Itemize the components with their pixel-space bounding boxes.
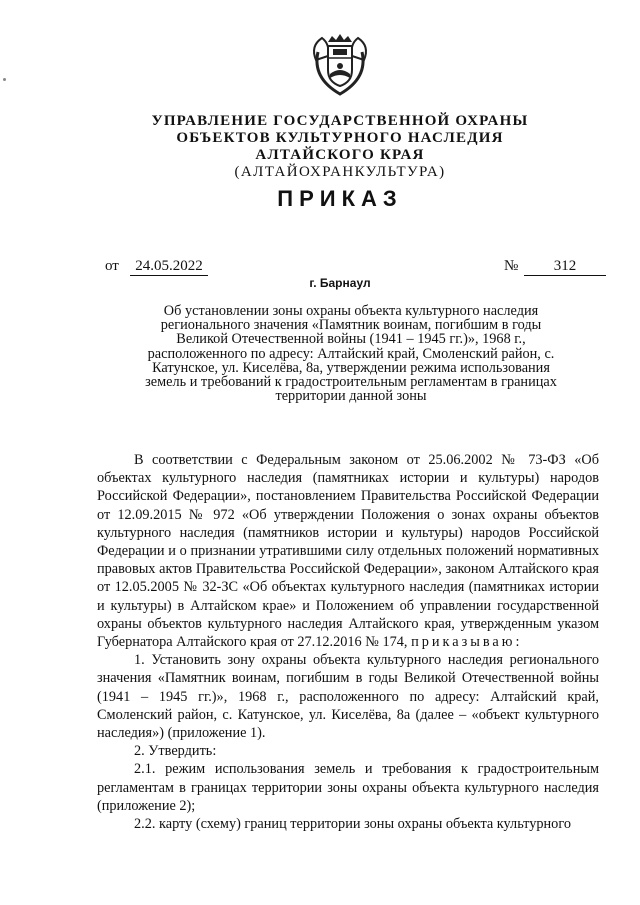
org-name-line-3: АЛТАЙСКОГО КРАЯ [255,147,425,163]
item-1: 1. Установить зону охраны объекта культурного наследия регионального значения «Памятник воинам, погибшим в годы Великой Отечественной войны (1941 – 1945 гг.)», 1968 г., расположенного по адресу: Алтайский край, Смоленский район, с. Катунское, ул. Киселёва, 8а (далее – «объект культурного наследия») (приложение 1). [97,652,599,742]
order-number: 312 [524,258,606,276]
item-2-1: 2.1. режим использования земель и требования к градостроительным регламентам в границах территории зоны охраны объекта культурного наследия (приложение 2); [97,761,599,814]
order-date: 24.05.2022 [130,258,208,276]
item-2-2: 2.2. карту (схему) границ территории зоны охраны объекта культурного [134,816,571,833]
preamble-paragraph [97,451,599,651]
organization-header [0,113,640,181]
order-word: приказываю: [411,634,523,651]
item-2: 2. Утвердить: [134,743,217,760]
org-name-line-1: УПРАВЛЕНИЕ ГОСУДАРСТВЕННОЙ ОХРАНЫ [151,113,529,129]
org-abbreviation: (АЛТАЙОХРАНКУЛЬТУРА) [234,164,446,180]
order-subject: Об установлении зоны охраны объекта культурного наследия регионального значения «Памятник воинам, погибшим в годы Великой Отечественной войны (1941 – 1945 гг.)», 1968 г., расположенного по адресу: Алтайский край, Смоленский район, с. Катунское, ул. Киселёва, 8а, утверждении режима использования земель и требований к градостроительным регламентам в границах территории данной зоны [145,303,557,405]
preamble-text: В соответствии с Федеральным законом от 25.06.2002 № 73-ФЗ «Об объектах культурного наследия (памятниках истории и культуры) народов Российской Федерации», постановлением Правительства Российской Федерации от 12.09.2015 № 972 «Об утверждении Положения о зонах охраны объектов культурного наследия (памятников истории и культуры) народов Российской Федерации и о признании утратившими силу отдельных положений нормативных правовых актов Правительства Российской Федерации», законом Алтайского края от 12.05.2005 № 32-ЗС «Об объектах культурного наследия (памятниках истории и культуры) в Алтайском крае» и Положением об управлении государственной охраны объектов культурного наследия Алтайского края, утвержденным указом Губернатора Алтайского края от 27.12.2016 № 174, [97,452,599,651]
city-name: г. Барнаул [309,276,371,290]
margin-mark [3,78,6,81]
org-name-line-2: ОБЪЕКТОВ КУЛЬТУРНОГО НАСЛЕДИЯ [176,130,504,146]
document-title: ПРИКАЗ [277,186,403,211]
coat-of-arms-emblem [300,30,380,100]
order-body [97,451,599,833]
date-label: от [105,258,119,274]
number-label: № [504,258,519,274]
